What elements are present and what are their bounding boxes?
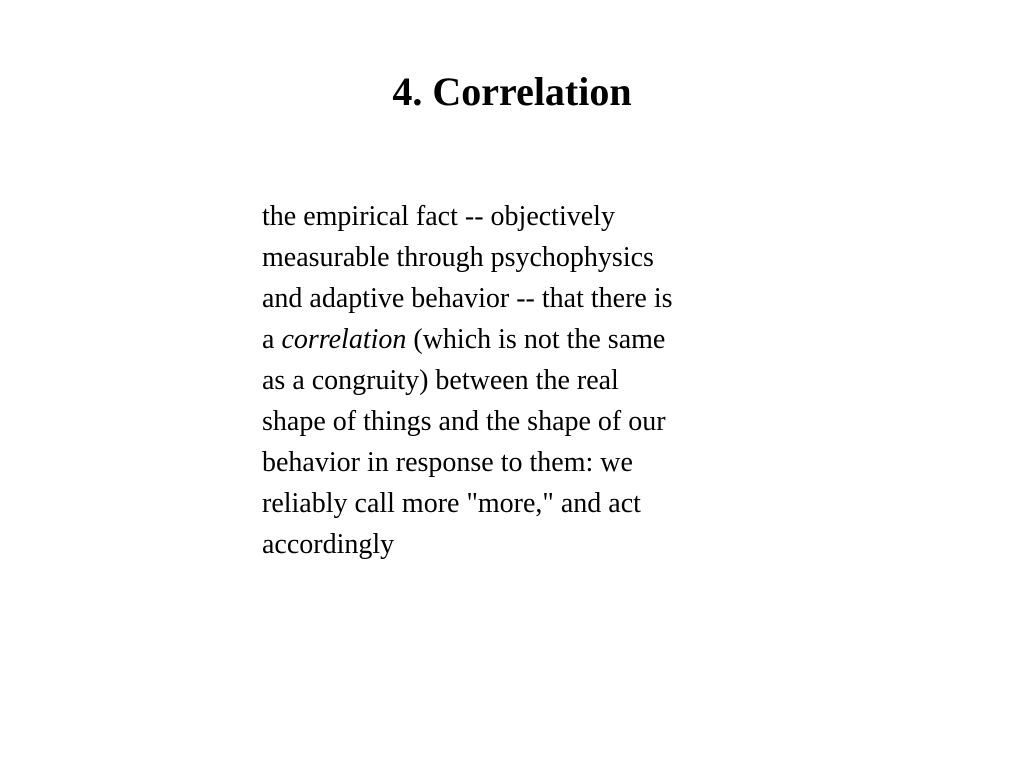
body-line: as a congruity) between the real: [262, 365, 619, 396]
body-line: reliably call more "more," and act: [262, 488, 641, 519]
emphasized-term: correlation: [281, 324, 407, 355]
body-line: and adaptive behavior -- that there is: [262, 283, 673, 314]
slide-title: 4. Correlation: [392, 69, 632, 114]
body-line-prefix: a: [262, 324, 282, 355]
body-line: behavior in response to them: we: [262, 447, 633, 478]
body-line: shape of things and the shape of our: [262, 406, 666, 437]
slide-body-text: [262, 196, 782, 565]
body-line: measurable through psychophysics: [262, 242, 654, 273]
body-line: [262, 319, 782, 360]
body-line-suffix: (which is not the same: [406, 324, 666, 355]
body-line: accordingly: [262, 529, 395, 560]
body-line: the empirical fact -- objectively: [262, 201, 615, 232]
